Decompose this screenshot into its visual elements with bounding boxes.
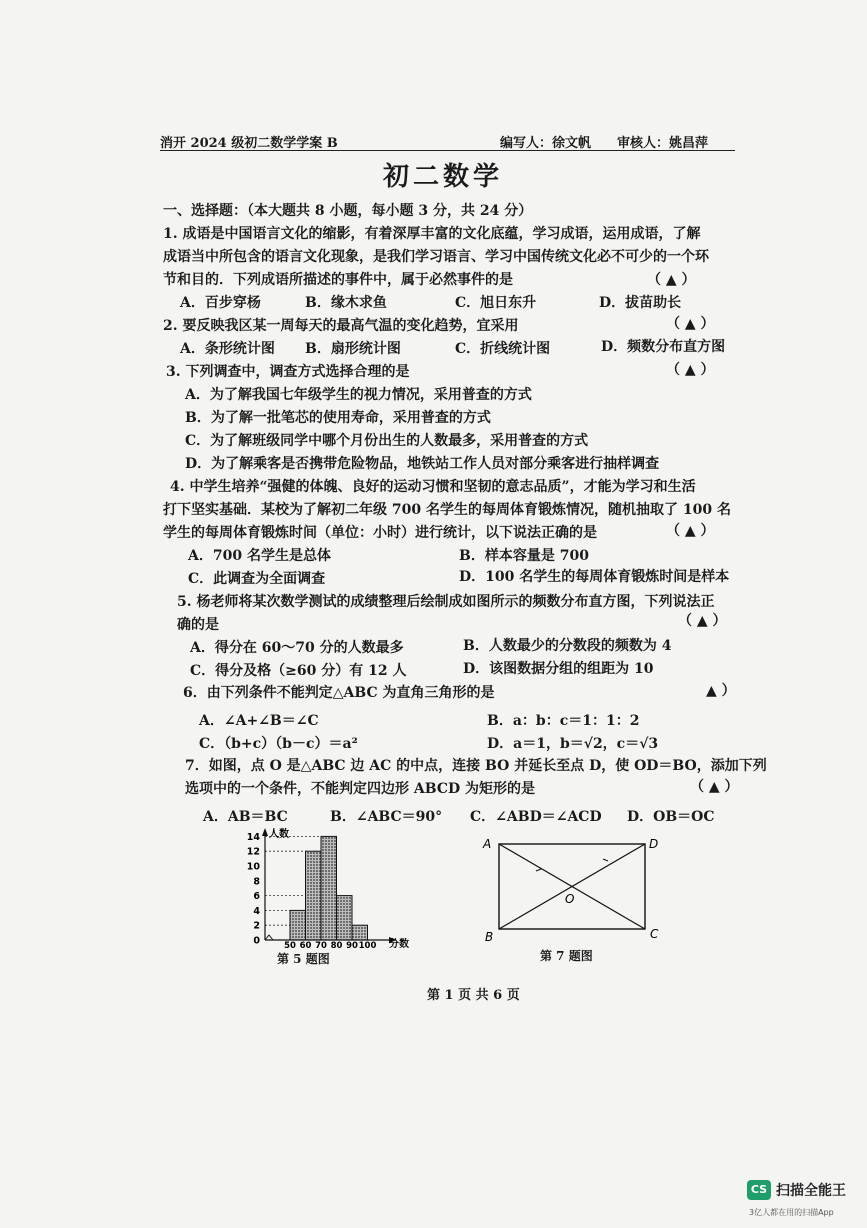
label-b: B: [485, 930, 494, 944]
q7-answer-bracket: （ ▲ ）: [690, 779, 739, 795]
q5-line1: 5. 杨老师将某次数学测试的成绩整理后绘制成如图所示的频数分布直方图，下列说法正: [177, 594, 715, 610]
histogram-bars: [290, 836, 368, 940]
y-tick-label-14: 14: [246, 831, 260, 843]
watermark-name: 扫描全能王: [776, 1183, 846, 1199]
page-title: 初二数学: [383, 162, 504, 192]
q7-option-b: B．∠ABC＝90°: [330, 809, 443, 825]
q6-line1: 6．由下列条件不能判定△ABC 为直角三角形的是: [183, 685, 495, 701]
y-axis-arrow: [262, 828, 268, 836]
watermark-subtitle: 3亿人都在用的扫描App: [749, 1208, 834, 1217]
q1-option-a: A．百步穿杨: [180, 295, 261, 311]
y-tick-label-0: 0: [253, 935, 260, 947]
y-tick-label-8: 8: [253, 876, 260, 888]
tick-mark-od: [603, 859, 608, 861]
q1-option-c: C．旭日东升: [455, 295, 537, 311]
page-number: 第 1 页 共 6 页: [427, 988, 520, 1003]
label-d: D: [649, 837, 659, 851]
q2-option-c: C．折线统计图: [455, 341, 551, 357]
q7-line2: 选项中的一个条件，不能判定四边形 ABCD 为矩形的是: [185, 781, 535, 797]
q1-line3: 节和目的．下列成语所描述的事件中，属于必然事件的是: [163, 272, 513, 288]
q1-line1: 1. 成语是中国语言文化的缩影，有着深厚丰富的文化底蕴，学习成语，运用成语，了解: [163, 226, 701, 242]
y-tick-label-4: 4: [253, 905, 260, 917]
q3-option-d: D．为了解乘客是否携带危险物品，地铁站工作人员对部分乘客进行抽样调查: [185, 456, 660, 472]
q4-option-c: C．此调查为全面调查: [188, 571, 326, 587]
x-tick-label-90: 90: [346, 941, 358, 948]
q4-line2: 打下坚实基础．某校为了解初二年级 700 名学生的每周体育锻炼情况，随机抽取了 100 名: [163, 502, 731, 518]
label-a: A: [483, 837, 492, 851]
figure-5-caption: 第 5 题图: [277, 952, 330, 966]
q5-line2: 确的是: [177, 617, 219, 633]
histogram-bar-50-60: [290, 910, 306, 940]
histogram-bar-90-100: [352, 925, 368, 940]
x-tick-label-70: 70: [315, 941, 327, 948]
y-axis-label: 人数: [269, 829, 289, 840]
rectangle-figure-7: [478, 832, 668, 948]
y-tick-label-12: 12: [246, 846, 260, 858]
q3-option-b: B．为了解一批笔芯的使用寿命，采用普查的方式: [185, 410, 491, 426]
q5-option-b: B．人数最少的分数段的频数为 4: [463, 638, 672, 654]
x-axis-label: 分数: [389, 939, 409, 948]
q6-option-a: A．∠A+∠B＝∠C: [199, 713, 319, 729]
q1-line2: 成语当中所包含的语言文化现象，是我们学习语言、学习中国传统文化必不可少的一个环: [163, 249, 709, 265]
q5-option-c: C．得分及格（≥60 分）有 12 人: [190, 663, 407, 679]
x-tick-label-50: 50: [284, 941, 296, 948]
label-c: C: [650, 927, 659, 941]
histogram-bar-60-70: [306, 851, 322, 940]
q4-option-b: B．样本容量是 700: [459, 548, 589, 564]
y-tick-labels: [247, 832, 261, 947]
camscanner-logo-icon: CS: [747, 1180, 771, 1200]
q3-option-c: C．为了解班级同学中哪个月份出生的人数最多，采用普查的方式: [185, 433, 589, 449]
q4-line3: 学生的每周体育锻炼时间（单位：小时）进行统计，以下说法正确的是: [163, 525, 597, 541]
q6-option-d: D．a＝1，b＝√2，c＝√3: [487, 736, 659, 752]
q1-option-d: D．拔苗助长: [599, 295, 682, 311]
axis-break-mark: [265, 935, 273, 940]
x-tick-label-100: 100: [358, 941, 377, 948]
q3-line1: 3. 下列调查中，调查方式选择合理的是: [166, 364, 410, 380]
y-tick-label-2: 2: [253, 920, 260, 932]
q4-option-d: D．100 名学生的每周体育锻炼时间是样本: [459, 569, 730, 585]
q2-option-a: A．条形统计图: [180, 341, 275, 357]
x-tick-label-60: 60: [299, 941, 312, 948]
q1-option-b: B．缘木求鱼: [305, 295, 387, 311]
q5-answer-bracket: （ ▲ ）: [678, 613, 727, 629]
q7-option-d: D．OB＝OC: [627, 809, 715, 825]
q6-answer-bracket: ▲ ）: [706, 683, 736, 699]
y-tick-label-6: 6: [253, 891, 260, 903]
q2-line1: 2. 要反映我区某一周每天的最高气温的变化趋势，宜采用: [163, 318, 519, 334]
histogram-bar-70-80: [321, 836, 337, 940]
q3-answer-bracket: （ ▲ ）: [666, 362, 715, 378]
q5-option-d: D．该图数据分组的组距为 10: [463, 661, 654, 677]
header-reviewer: 审核人：姚昌萍: [617, 136, 709, 151]
q7-option-a: A．AB＝BC: [203, 809, 288, 825]
q2-answer-bracket: （ ▲ ）: [666, 316, 715, 332]
x-tick-labels: [284, 941, 376, 948]
histogram-figure-5: [235, 822, 425, 948]
q1-answer-bracket: （ ▲ ）: [647, 272, 696, 288]
x-tick-label-80: 80: [330, 941, 343, 948]
q4-option-a: A．700 名学生是总体: [188, 548, 331, 564]
figure-7-caption: 第 7 题图: [540, 949, 593, 963]
q7-line1: 7．如图，点 O 是△ABC 边 AC 的中点，连接 BO 并延长至点 D，使 OD＝BO，添加下列: [185, 758, 767, 774]
label-o: O: [565, 892, 575, 906]
q3-option-a: A．为了解我国七年级学生的视力情况，采用普查的方式: [185, 387, 532, 403]
header-author: 编写人：徐文帆: [500, 136, 592, 151]
histogram-bar-80-90: [337, 896, 353, 940]
q6-option-b: B．a：b：c＝1：1：2: [487, 713, 640, 729]
header-course: 消开 2024 级初二数学学案 B: [160, 136, 338, 151]
q4-line1: 4. 中学生培养“强健的体魄、良好的运动习惯和坚韧的意志品质”，才能为学习和生活: [170, 479, 696, 495]
y-tick-label-10: 10: [246, 861, 260, 873]
header-rule: [160, 150, 735, 151]
q7-option-c: C．∠ABD＝∠ACD: [470, 809, 602, 825]
q2-option-d: D．频数分布直方图: [601, 339, 726, 355]
q5-option-a: A．得分在 60～70 分的人数最多: [190, 640, 404, 656]
q2-option-b: B．扇形统计图: [305, 341, 401, 357]
q6-option-c: C．（b+c）（b－c）＝a²: [199, 736, 358, 752]
tick-mark-ao: [536, 869, 541, 871]
q4-answer-bracket: （ ▲ ）: [666, 523, 715, 539]
section-heading: 一、选择题：（本大题共 8 小题，每小题 3 分，共 24 分）: [163, 203, 533, 219]
